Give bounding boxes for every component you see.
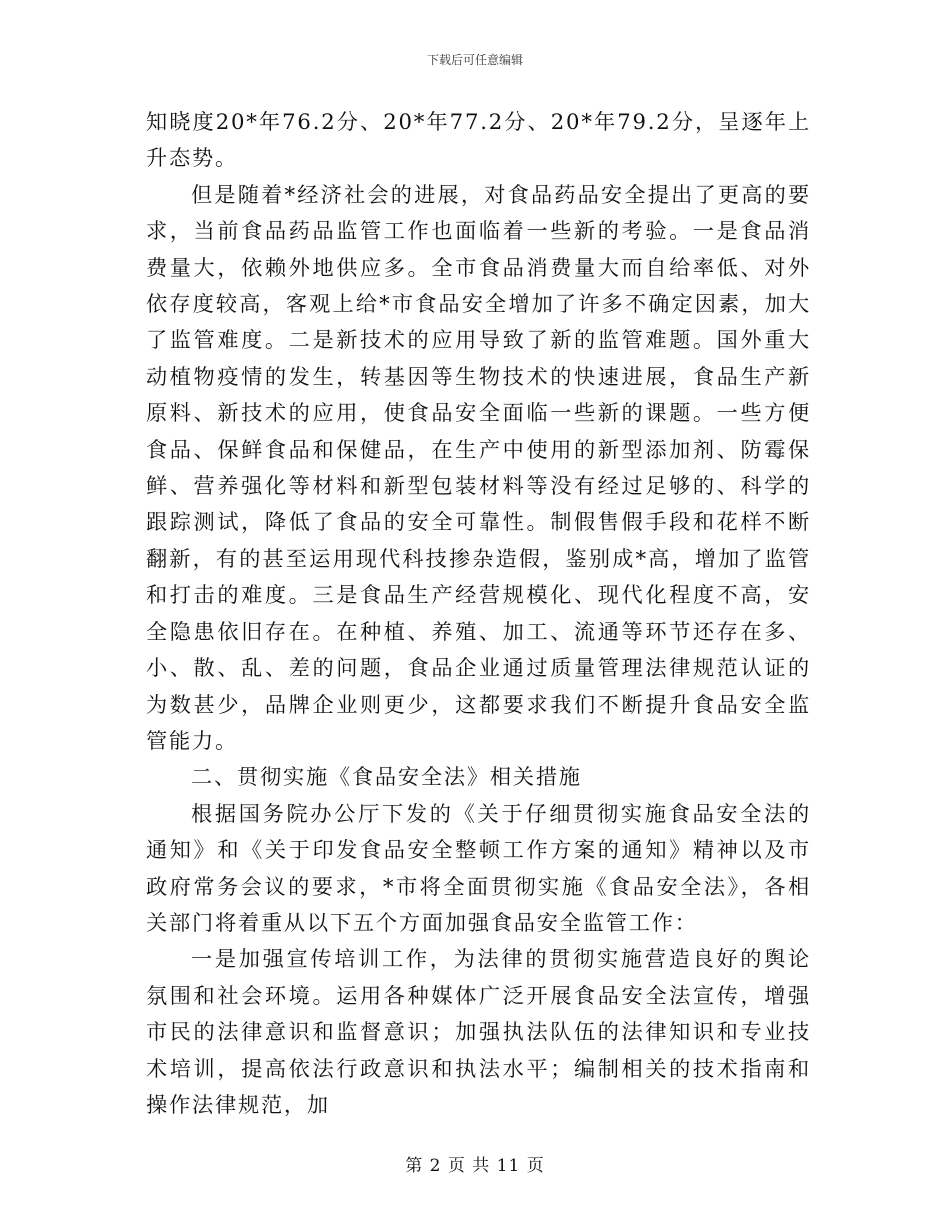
page-number: 第 2 页 共 11 页 bbox=[405, 1156, 545, 1176]
document-body bbox=[146, 104, 811, 1123]
paragraph-measures-intro: 根据国务院办公厅下发的《关于仔细贯彻实施食品安全法的通知》和《关于印发食品安全整顿工作方案的通知》精神以及市政府常务会议的要求，*市将全面贯彻实施《食品安全法》，各相关部门将着重从以下五个方面加强食品安全监管工作： bbox=[146, 800, 811, 935]
paragraph-continuation: 知晓度20*年76.2分、20*年77.2分、20*年79.2分，呈逐年上升态势。 bbox=[146, 109, 811, 171]
paragraph-measure-one: 一是加强宣传培训工作，为法律的贯彻实施营造良好的舆论氛围和社会环境。运用各种媒体广泛开展食品安全法宣传，增强市民的法律意识和监督意识；加强执法队伍的法律知识和专业技术培训，提高依法行政意识和执法水平；编制相关的技术指南和操作法律规范，加 bbox=[146, 946, 811, 1117]
section-heading: 二、贯彻实施《食品安全法》相关措施 bbox=[191, 764, 582, 790]
page-header-note: 下载后可任意编辑 bbox=[426, 53, 523, 67]
paragraph-challenges: 但是随着*经济社会的进展，对食品药品安全提出了更高的要求，当前食品药品监管工作也面临着一些新的考验。一是食品消费量大，依赖外地供应多。全市食品消费量大而自给率低、对外依存度较高，客观上给*市食品安全增加了许多不确定因素，加大了监管难度。二是新技术的应用导致了新的监管难题。国外重大动植物疫情的发生，转基因等生物技术的快速进展，食品生产新原料、新技术的应用，使食品安全面临一些新的课题。一些方便食品、保鲜食品和保健品，在生产中使用的新型添加剂、防霉保鲜、营养强化等材料和新型包装材料等没有经过足够的、科学的跟踪测试，降低了食品的安全可靠性。制假售假手段和花样不断翻新，有的甚至运用现代科技掺杂造假，鉴别成*高，增加了监管和打击的难度。三是食品生产经营规模化、现代化程度不高，安全隐患依旧存在。在种植、养殖、加工、流通等环节还存在多、小、散、乱、差的问题，食品企业通过质量管理法律规范认证的为数甚少，品牌企业则更少，这都要求我们不断提升食品安全监管能力。 bbox=[146, 181, 811, 753]
